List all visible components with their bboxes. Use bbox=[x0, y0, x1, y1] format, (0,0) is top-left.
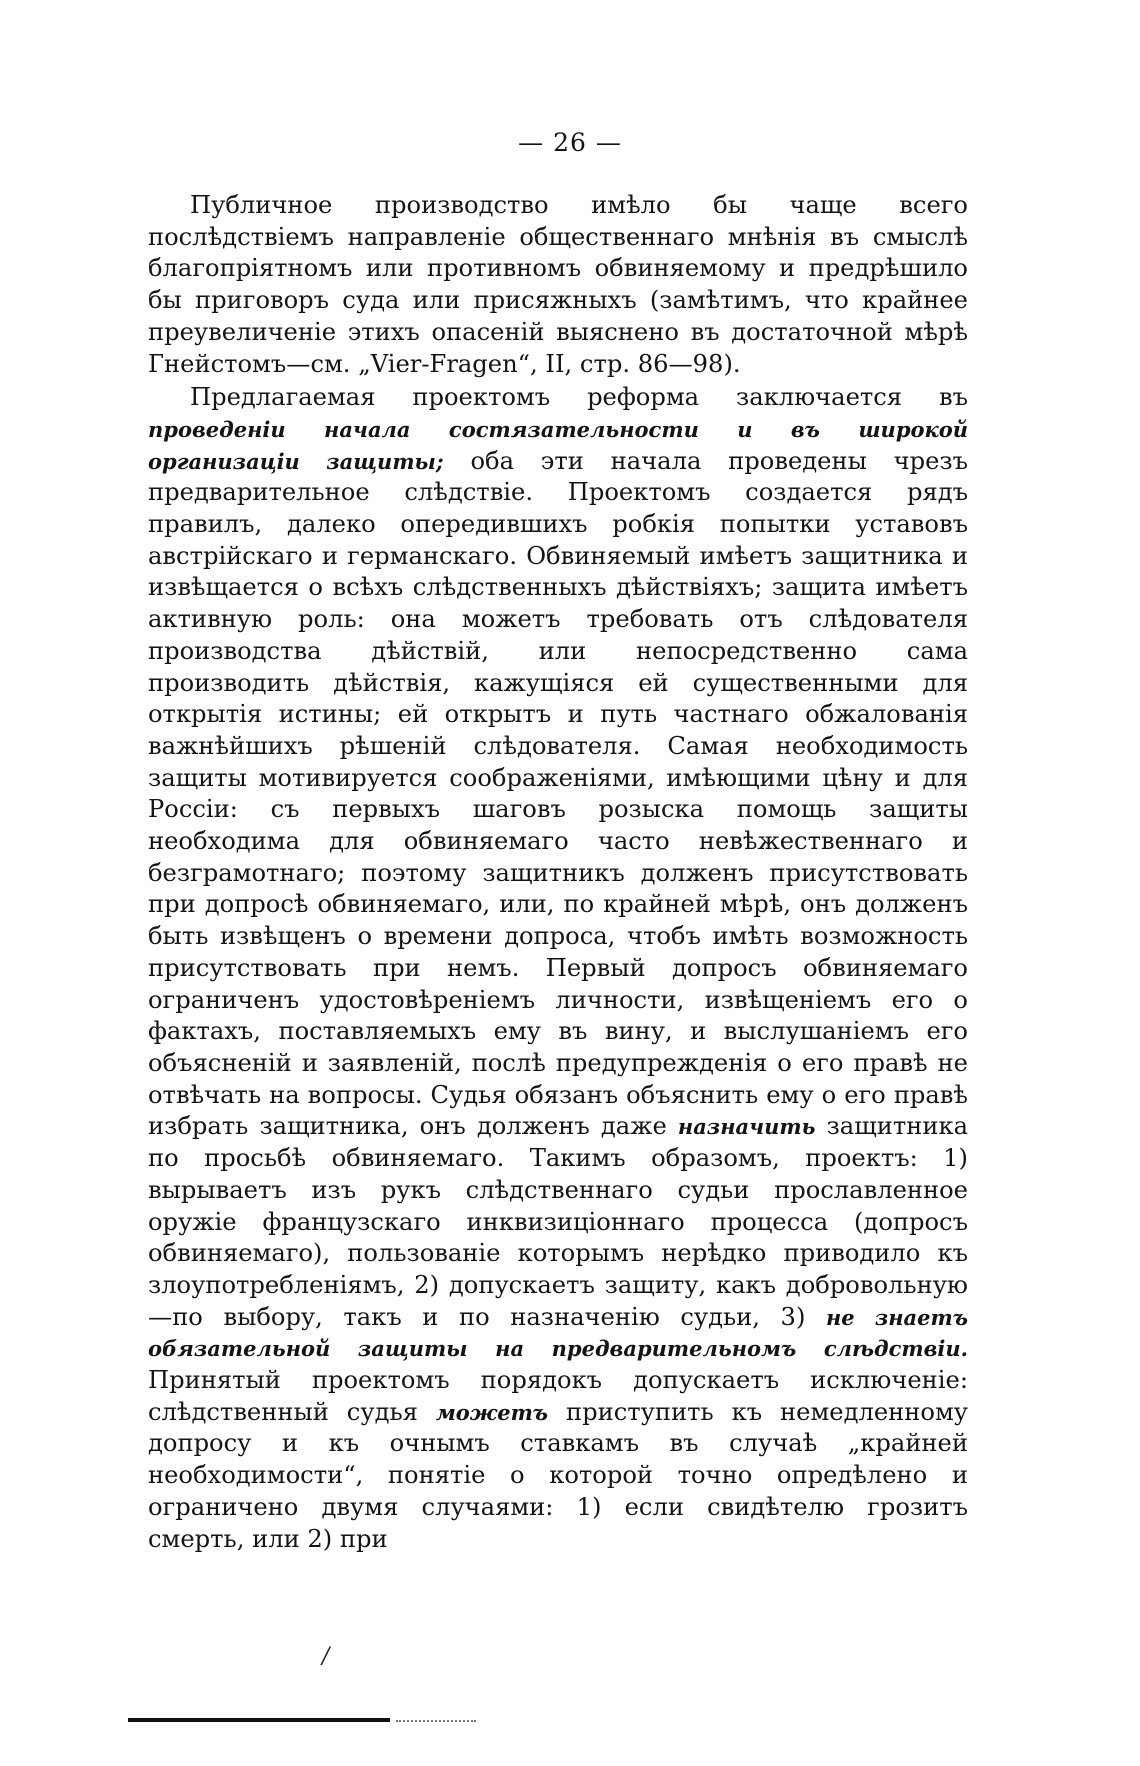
paragraph-text: Публичное производство имѣло бы чаще всего послѣдствіемъ направленіе общественнаго мнѣнія въ смыслѣ благопріятномъ или противномъ обвиняемому и предрѣшило бы приговоръ суда или присяжныхъ (замѣтимъ, что крайнее преувеличеніе этихъ опасеній выяснено въ достаточной мѣрѣ Гнейстомъ—см. „Vier-Fragen“, II, стр. 86—98). bbox=[148, 191, 968, 378]
page-number: — 26 — bbox=[518, 128, 622, 157]
paragraph-2 bbox=[148, 382, 968, 1555]
body-text bbox=[148, 190, 968, 1555]
stray-ink-mark: / bbox=[322, 1644, 330, 1669]
bottom-dotted-rule bbox=[396, 1720, 476, 1722]
paragraph-text: Предлагаемая проектомъ реформа заключается въ bbox=[190, 383, 968, 412]
paragraph-text: защитника по просьбѣ обвиняемаго. Такимъ образомъ, проектъ: 1) вырываетъ изъ рукъ слѣдственнаго судьи прославленное оружіе французскаго инквизиціоннаго процесса (допросъ обвиняемаго), пользованіе которымъ нерѣдко приводило къ злоупотребленіямъ, 2) допускаетъ защиту, какъ добровольную—по выбору, такъ и по назначенію судьи, 3) bbox=[148, 1112, 968, 1331]
italic-emphasis: назначить bbox=[677, 1114, 816, 1140]
italic-emphasis: можетъ bbox=[435, 1399, 549, 1425]
bottom-rule bbox=[128, 1718, 390, 1722]
italic-emphasis: не знаетъ обязательной защиты на предварительномъ слѣдствіи. bbox=[148, 1304, 968, 1362]
paragraph-text: приступить къ немедленному допросу и къ очнымъ ставкамъ въ случаѣ „крайней необходимости“, понятіе о которой точно опредѣлено и ограничено двумя случаями: 1) если свидѣтелю грозитъ смерть, или 2) при bbox=[148, 1397, 968, 1553]
italic-emphasis: проведеніи начала состязательности и въ широкой организаціи защиты; bbox=[148, 416, 968, 474]
paragraph-text: Принятый проектомъ порядокъ допускаетъ исключеніе: слѣдственный судья bbox=[148, 1366, 968, 1426]
paragraph-text: оба эти начала проведены чрезъ предварительное слѣдствіе. Проектомъ создается рядъ правилъ, далеко опередившихъ робкія попытки уставовъ австрійскаго и германскаго. Обвиняемый имѣетъ защитника и извѣщается о всѣхъ слѣдственныхъ дѣйствіяхъ; защита имѣетъ активную роль: она можетъ требовать отъ слѣдователя производства дѣйствій, или непосредственно сама производить дѣйствія, кажущіяся ей существенными для открытія истины; ей открытъ и путь частнаго обжалованія важнѣйшихъ рѣшеній слѣдователя. Самая необходимость защиты мотивируется соображеніями, имѣющими цѣну и для Россіи: съ первыхъ шаговъ розыска помощь защиты необходима для обвиняемаго часто невѣжественнаго и безграмотнаго; поэтому защитникъ долженъ присутствовать при допросѣ обвиняемаго, или, по крайней мѣрѣ, онъ долженъ быть извѣщенъ о времени допроса, чтобъ имѣть возможность присутствовать при немъ. Первый допросъ обвиняемаго ограниченъ удостовѣреніемъ личности, извѣщеніемъ его о фактахъ, поставляемыхъ ему въ вину, и выслушаніемъ его объясненій и заявленій, послѣ предупрежденія о его правѣ не отвѣчать на вопросы. Судья обязанъ объяснить ему о его правѣ избрать защитника, онъ долженъ даже bbox=[148, 446, 968, 1141]
paragraph-1 bbox=[148, 190, 968, 380]
